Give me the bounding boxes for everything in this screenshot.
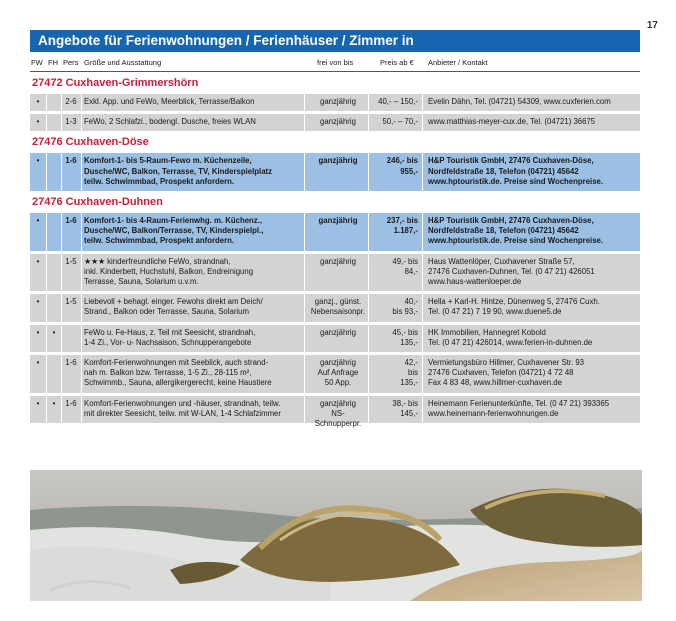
column-separator — [368, 355, 369, 393]
table-row — [30, 213, 640, 251]
cell-price: 40,- – 150,- — [378, 97, 418, 106]
column-separator — [46, 213, 47, 251]
column-separator — [46, 94, 47, 111]
cell-price: 50,- – 70,- — [382, 117, 418, 127]
column-separator — [368, 254, 369, 292]
header-fh: FH — [48, 58, 58, 67]
header-pers: Pers — [63, 58, 79, 67]
cell-pers: 1-3 — [65, 117, 77, 127]
column-separator — [368, 396, 369, 423]
dune-photo — [30, 470, 642, 601]
cell-contact: Haus Wattenlöper, Cuxhavener Straße 57, 27476 Cuxhaven-Duhnen, Tel. (0 47 21) 426051 www.haus-wattenloeper.de — [428, 256, 595, 286]
column-separator — [422, 294, 423, 321]
column-separator — [304, 355, 305, 393]
cell-fw: • — [36, 215, 40, 225]
column-separator — [422, 396, 423, 423]
column-separator — [46, 254, 47, 292]
cell-fw: • — [36, 297, 40, 307]
cell-pers: 1-6 — [65, 357, 77, 367]
dune-grass-image — [30, 470, 642, 601]
cell-fw: • — [36, 357, 40, 367]
cell-availability: ganzj., günst. Nebensaisonpr. — [310, 297, 366, 317]
cell-pers: 1-5 — [65, 297, 77, 307]
header-preis: Preis ab € — [380, 58, 414, 67]
cell-fh: • — [52, 327, 56, 337]
cell-contact: H&P Touristik GmbH, 27476 Cuxhaven-Döse, Nordfeldstraße 18, Telefon (04721) 45642 www.hptouristik.de. Preise sind Wochenpreise. — [428, 156, 604, 186]
cell-pers: 1-5 — [65, 256, 77, 266]
section-title: 27472 Cuxhaven-Grimmershörn — [32, 77, 199, 89]
column-separator — [81, 153, 82, 191]
column-separator — [304, 325, 305, 352]
cell-availability: ganzjährig NS-Schnupperpr. — [314, 398, 362, 428]
cell-pers: 1-6 — [65, 156, 77, 166]
section-title: 27476 Cuxhaven-Duhnen — [32, 195, 163, 208]
page-number: 17 — [646, 20, 658, 31]
cell-fw: • — [36, 398, 40, 408]
column-separator — [304, 213, 305, 251]
cell-contact: www.matthias-meyer-cux.de, Tel. (04721) 36675 — [428, 117, 596, 127]
cell-availability: ganzjährig — [318, 215, 358, 225]
column-separator — [46, 114, 47, 131]
column-separator — [304, 114, 305, 131]
column-separator — [81, 213, 82, 251]
offers-table — [30, 55, 640, 428]
cell-contact: Evelin Dähn, Tel. (04721) 54309, www.cuxferien.com — [428, 97, 611, 106]
table-header — [30, 55, 640, 72]
column-separator — [422, 325, 423, 352]
table-row — [30, 294, 640, 321]
cell-price: 49,- bis 84,- — [392, 256, 418, 276]
column-separator — [81, 325, 82, 352]
cell-price: 42,- bis 135,- — [400, 357, 418, 388]
cell-availability: ganzjährig — [320, 256, 356, 266]
cell-availability: ganzjährig — [320, 117, 356, 127]
column-separator — [422, 254, 423, 292]
column-separator — [61, 325, 62, 352]
column-separator — [81, 294, 82, 321]
cell-fw: • — [36, 156, 40, 166]
cell-fw: • — [36, 97, 40, 106]
table-row — [30, 94, 640, 111]
table-row — [30, 114, 640, 131]
cell-description: FeWo, 2 Schlafzi., bodengl. Dusche, freies WLAN — [84, 117, 256, 127]
header-anb: Anbieter / Kontakt — [428, 58, 488, 67]
cell-pers: 1-6 — [65, 398, 77, 408]
cell-price: 237,- bis 1.187,- — [386, 215, 418, 236]
cell-description: Komfort-Ferienwohnungen mit Seeblick, auch strand- nah m. Balkon bzw. Terrasse, 1-5 Zi., 28-115 m², Schwimmb., Sauna, allergikergerecht, keine Haustiere — [84, 357, 272, 388]
table-row — [30, 254, 640, 292]
header-frei: frei von bis — [317, 58, 354, 67]
table-row — [30, 355, 640, 393]
column-separator — [81, 94, 82, 111]
column-separator — [422, 114, 423, 131]
cell-price: 40,- bis 93,- — [392, 297, 418, 317]
column-separator — [304, 396, 305, 423]
column-separator — [304, 153, 305, 191]
header-desc: Größe und Ausstattung — [84, 58, 162, 67]
cell-availability: ganzjährig — [318, 156, 358, 166]
cell-pers: 1-6 — [65, 215, 77, 225]
column-separator — [368, 94, 369, 111]
table-row — [30, 396, 640, 428]
table-row — [30, 153, 640, 191]
cell-description: Exkl. App. und FeWo, Meerblick, Terrasse/Balkon — [84, 97, 255, 106]
cell-description: Komfort-1- bis 5-Raum-Fewo m. Küchenzeile, Dusche/WC, Balkon, Terrasse, TV, Kinderspielplatz teilw. Schwimmbad, Prospekt anfordern. — [84, 156, 273, 186]
cell-contact: HK Immobilien, Hannegret Kobold Tel. (0 47 21) 426014, www.ferien-in-duhnen.de — [428, 327, 593, 347]
cell-availability: ganzjährig Auf Anfrage 50 App. — [317, 357, 359, 388]
column-separator — [422, 94, 423, 111]
column-separator — [422, 355, 423, 393]
column-separator — [81, 355, 82, 393]
cell-availability: ganzjährig — [320, 97, 356, 106]
header-fw: FW — [31, 58, 43, 67]
cell-fw: • — [36, 117, 40, 127]
cell-description: Komfort-Ferienwohnungen und -häuser, strandnah, teilw. mit direkter Seesicht, teilw. mit W-LAN, 1-4 Schlafzimmer — [84, 398, 281, 418]
column-separator — [46, 355, 47, 393]
cell-price: 38,- bis 145,- — [392, 398, 418, 418]
column-separator — [304, 294, 305, 321]
cell-description: Liebevoll + behagl. einger. Fewohs direkt am Deich/ Strand., Balkon oder Terrasse, Sauna, Solarium — [84, 297, 263, 317]
cell-pers: 2-6 — [65, 97, 77, 106]
cell-description: ★★★ kinderfreundliche FeWo, strandnah, inkl. Kinderbett, Huchstuhl, Balkon, Endreinigung Terrasse, Sauna, Solarium u.v.m. — [84, 256, 254, 286]
column-separator — [304, 254, 305, 292]
cell-fh: • — [52, 398, 56, 408]
column-separator — [368, 213, 369, 251]
cell-contact: Vermietungsbüro Hillmer, Cuxhavener Str. 93 27476 Cuxhaven, Telefon (04721) 4 72 48 Fax 4 83 48, www.hillmer-cuxhaven.de — [428, 357, 585, 388]
column-separator — [81, 114, 82, 131]
column-separator — [46, 153, 47, 191]
cell-contact: H&P Touristik GmbH, 27476 Cuxhaven-Döse, Nordfeldstraße 18, Telefon (04721) 45642 www.hptouristik.de. Preise sind Wochenpreise. — [428, 215, 604, 246]
column-separator — [46, 294, 47, 321]
column-separator — [304, 94, 305, 111]
column-separator — [368, 294, 369, 321]
page-title: Angebote für Ferienwohnungen / Ferienhäuser / Zimmer in — [30, 30, 640, 52]
cell-price: 45,- bis 135,- — [392, 327, 418, 347]
cell-availability: ganzjährig — [320, 327, 356, 337]
column-separator — [368, 153, 369, 191]
cell-price: 246,- bis 955,- — [386, 156, 418, 176]
cell-fw: • — [36, 327, 40, 337]
cell-contact: Hella + Karl-H. Hintze, Dünenweg 5, 27476 Cuxh. Tel. (0 47 21) 7 19 90, www.duene5.de — [428, 297, 600, 317]
column-separator — [422, 213, 423, 251]
column-separator — [368, 325, 369, 352]
cell-description: FeWo u. Fe-Haus, z. Teil mit Seesicht, strandnah, 1-4 Zi., Vor- u- Nachsaison, Schnupperangebote — [84, 327, 256, 347]
column-separator — [81, 254, 82, 292]
table-row — [30, 325, 640, 352]
cell-fw: • — [36, 256, 40, 266]
cell-description: Komfort-1- bis 4-Raum-Ferienwhg. m. Küchenz., Dusche/WC, Balkon/Terrasse, TV, Kinderspielpl., teilw. Schwimmbad, Prospekt anfordern. — [84, 215, 264, 246]
column-separator — [422, 153, 423, 191]
sections-container — [30, 75, 640, 428]
column-separator — [368, 114, 369, 131]
section-title: 27476 Cuxhaven-Döse — [32, 136, 149, 149]
column-separator — [81, 396, 82, 423]
cell-contact: Heinemann Ferienunterkünfte, Tel. (0 47 21) 393365 www.heinemann-ferienwohnungen.de — [428, 398, 610, 418]
